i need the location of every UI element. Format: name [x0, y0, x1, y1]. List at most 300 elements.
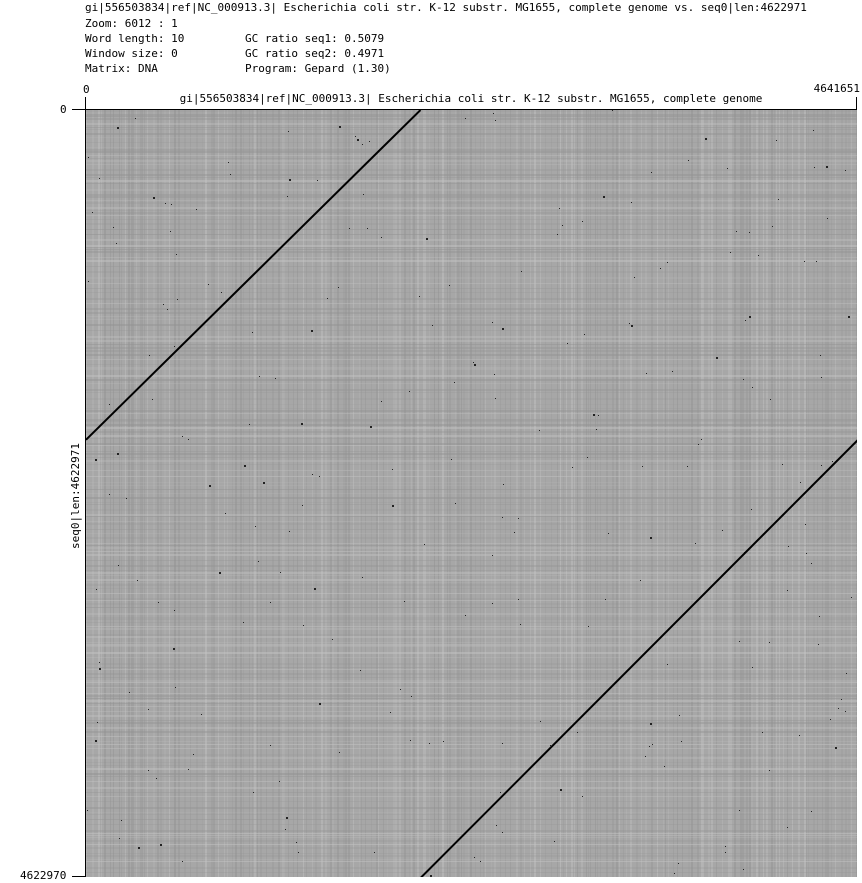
match-speck — [362, 144, 363, 145]
match-speck — [258, 561, 259, 562]
match-speck — [339, 126, 341, 128]
match-speck — [138, 847, 140, 849]
texture-band-horizontal — [86, 283, 857, 284]
match-speck — [521, 271, 522, 272]
match-speck — [327, 298, 328, 299]
match-speck — [430, 875, 432, 877]
y-tick-label-end: 4622970 — [20, 869, 67, 882]
match-speck — [225, 513, 226, 514]
texture-band-horizontal — [86, 200, 857, 201]
match-speck — [730, 252, 731, 253]
match-speck — [390, 712, 391, 713]
texture-band-horizontal — [86, 189, 857, 191]
match-speck — [249, 424, 250, 425]
match-speck — [540, 721, 541, 722]
texture-band-horizontal — [86, 529, 857, 530]
texture-band-horizontal — [86, 801, 857, 802]
match-speck — [778, 199, 779, 200]
match-speck — [818, 644, 819, 645]
texture-band-horizontal — [86, 392, 857, 393]
texture-band-horizontal — [86, 210, 857, 211]
match-speck — [514, 532, 515, 533]
match-speck — [148, 770, 149, 771]
match-speck — [672, 371, 673, 372]
match-speck — [332, 639, 333, 640]
texture-band-horizontal — [86, 588, 857, 589]
match-speck — [640, 580, 641, 581]
match-speck — [369, 141, 370, 142]
texture-band-horizontal — [86, 476, 857, 477]
texture-band-horizontal — [86, 223, 857, 225]
dotplot-svg — [86, 110, 857, 877]
texture-band-horizontal — [86, 579, 857, 581]
match-speck — [319, 703, 321, 705]
match-speck — [800, 482, 801, 483]
match-speck — [830, 719, 831, 720]
match-speck — [474, 364, 476, 366]
texture-band-horizontal — [86, 628, 857, 630]
texture-band-horizontal — [86, 383, 857, 384]
match-speck — [148, 709, 149, 710]
texture-band-horizontal — [86, 350, 857, 352]
match-speck — [727, 168, 728, 169]
match-speck — [288, 131, 289, 132]
match-speck — [312, 474, 313, 475]
match-speck — [629, 323, 630, 324]
texture-band-horizontal — [86, 812, 857, 813]
match-speck — [782, 464, 783, 465]
match-speck — [739, 810, 740, 811]
match-speck — [88, 157, 89, 158]
match-speck — [650, 723, 652, 725]
match-speck — [167, 309, 168, 310]
match-speck — [772, 226, 773, 227]
texture-band-horizontal — [86, 547, 857, 549]
texture-band-horizontal — [86, 174, 857, 176]
match-speck — [821, 465, 822, 466]
texture-band-horizontal — [86, 736, 857, 737]
match-speck — [679, 715, 680, 716]
match-speck — [149, 355, 150, 356]
texture-band-horizontal — [86, 424, 857, 426]
match-speck — [455, 503, 456, 504]
match-speck — [409, 391, 410, 392]
match-speck — [173, 648, 175, 650]
match-speck — [429, 743, 430, 744]
match-speck — [716, 357, 718, 359]
texture-band-horizontal — [86, 667, 857, 668]
texture-band-horizontal — [86, 158, 857, 159]
match-speck — [820, 355, 821, 356]
texture-band-horizontal — [86, 867, 857, 869]
texture-band-horizontal — [86, 298, 857, 300]
match-speck — [221, 292, 222, 293]
match-speck — [426, 238, 428, 240]
match-speck — [357, 139, 359, 141]
match-speck — [667, 262, 668, 263]
match-speck — [539, 430, 540, 431]
texture-band-horizontal — [86, 151, 857, 153]
texture-band-horizontal — [86, 792, 857, 793]
texture-band-horizontal — [86, 389, 857, 391]
match-speck — [410, 740, 411, 741]
texture-band-horizontal — [86, 698, 857, 699]
match-speck — [137, 580, 138, 581]
match-speck — [838, 708, 839, 709]
match-speck — [97, 722, 98, 723]
match-speck — [153, 197, 155, 199]
match-speck — [567, 343, 568, 344]
match-speck — [827, 218, 828, 219]
texture-band-horizontal — [86, 257, 857, 258]
texture-band-horizontal — [86, 497, 857, 499]
texture-band-horizontal — [86, 194, 857, 196]
texture-band-horizontal — [86, 169, 857, 171]
match-speck — [301, 423, 303, 425]
match-speck — [219, 572, 221, 574]
match-speck — [117, 453, 119, 455]
texture-band-horizontal — [86, 754, 857, 756]
match-speck — [208, 284, 209, 285]
match-speck — [806, 553, 807, 554]
match-speck — [419, 296, 420, 297]
texture-band-horizontal — [86, 807, 857, 809]
texture-band-horizontal — [86, 835, 857, 836]
match-speck — [201, 714, 202, 715]
texture-band-horizontal — [86, 722, 857, 724]
texture-band-horizontal — [86, 572, 857, 574]
match-speck — [298, 852, 299, 853]
match-speck — [317, 180, 318, 181]
match-speck — [270, 602, 271, 603]
texture-band-horizontal — [86, 271, 857, 273]
match-speck — [404, 601, 405, 602]
texture-band-horizontal — [86, 125, 857, 126]
match-speck — [176, 254, 177, 255]
texture-band-horizontal — [86, 196, 857, 198]
match-speck — [660, 268, 661, 269]
match-speck — [687, 466, 688, 467]
texture-band-horizontal — [86, 634, 857, 636]
match-speck — [374, 852, 375, 853]
match-speck — [95, 459, 97, 461]
match-speck — [392, 505, 394, 507]
texture-band-horizontal — [86, 421, 857, 422]
match-speck — [769, 770, 770, 771]
texture-band-horizontal — [86, 110, 857, 112]
texture-band-horizontal — [86, 319, 857, 320]
texture-band-horizontal — [86, 584, 857, 586]
match-speck — [701, 439, 702, 440]
texture-band-horizontal — [86, 292, 857, 293]
match-speck — [360, 670, 361, 671]
texture-band-horizontal — [86, 234, 857, 235]
match-speck — [99, 178, 100, 179]
texture-band-horizontal — [86, 183, 857, 184]
match-speck — [698, 444, 699, 445]
texture-band-horizontal — [86, 215, 857, 216]
texture-band-horizontal — [86, 453, 857, 455]
match-speck — [650, 537, 652, 539]
texture-band-horizontal — [86, 485, 857, 486]
x-tick-label-end: 4641651 — [813, 82, 860, 95]
match-speck — [230, 174, 231, 175]
match-speck — [129, 692, 130, 693]
match-speck — [174, 610, 175, 611]
match-speck — [769, 642, 770, 643]
texture-band-horizontal — [86, 229, 857, 230]
texture-band-horizontal — [86, 212, 857, 214]
match-speck — [314, 588, 316, 590]
match-speck — [816, 261, 817, 262]
texture-band-horizontal — [86, 239, 857, 241]
match-speck — [163, 304, 164, 305]
texture-band-horizontal — [86, 344, 857, 345]
texture-band-horizontal — [86, 330, 857, 331]
match-speck — [787, 827, 788, 828]
texture-band-horizontal — [86, 347, 857, 349]
texture-band-horizontal — [86, 202, 857, 204]
texture-band-horizontal — [86, 398, 857, 400]
match-speck — [502, 743, 503, 744]
texture-band-horizontal — [86, 116, 857, 117]
match-speck — [554, 841, 555, 842]
texture-band-horizontal — [86, 727, 857, 729]
window-size-label: Window size: 0 — [85, 47, 178, 60]
match-speck — [848, 316, 850, 318]
texture-band-horizontal — [86, 700, 857, 702]
match-speck — [751, 509, 752, 510]
match-speck — [681, 741, 682, 742]
texture-band-horizontal — [86, 451, 857, 452]
match-speck — [495, 398, 496, 399]
match-speck — [743, 869, 744, 870]
match-speck — [608, 533, 609, 534]
texture-band-horizontal — [86, 677, 857, 678]
dotplot-area — [85, 109, 857, 877]
texture-band-horizontal — [86, 164, 857, 165]
match-speck — [752, 387, 753, 388]
texture-band-horizontal — [86, 369, 857, 370]
texture-band-horizontal — [86, 127, 857, 128]
match-speck — [209, 485, 211, 487]
y-tick-mark-end — [72, 876, 85, 877]
texture-band-horizontal — [86, 303, 857, 304]
match-speck — [182, 861, 183, 862]
match-speck — [502, 328, 504, 330]
texture-band-horizontal — [86, 762, 857, 763]
texture-band-horizontal — [86, 575, 857, 576]
texture-band-horizontal — [86, 773, 857, 775]
texture-band-horizontal — [86, 565, 857, 567]
match-speck — [645, 756, 646, 757]
texture-band-horizontal — [86, 379, 857, 381]
gc-ratio-seq2-label: GC ratio seq2: 0.4971 — [245, 47, 385, 60]
match-speck — [502, 517, 503, 518]
texture-band-horizontal — [86, 687, 857, 688]
match-speck — [631, 202, 632, 203]
texture-band-horizontal — [86, 419, 857, 421]
texture-band-horizontal — [86, 340, 857, 342]
texture-band-horizontal — [86, 129, 857, 130]
texture-band-horizontal — [86, 720, 857, 721]
match-speck — [119, 838, 120, 839]
texture-band-horizontal — [86, 114, 857, 116]
x-tick-mark-end — [856, 97, 857, 109]
match-speck — [493, 113, 494, 114]
match-speck — [603, 196, 605, 198]
match-speck — [196, 209, 197, 210]
match-speck — [339, 752, 340, 753]
texture-band-horizontal — [86, 543, 857, 544]
texture-band-horizontal — [86, 359, 857, 360]
match-speck — [788, 546, 789, 547]
match-speck — [175, 687, 176, 688]
texture-band-horizontal — [86, 133, 857, 135]
texture-band-horizontal — [86, 155, 857, 156]
texture-band-horizontal — [86, 312, 857, 314]
texture-band-horizontal — [86, 669, 857, 670]
match-speck — [492, 322, 493, 323]
texture-band-horizontal — [86, 872, 857, 873]
texture-band-horizontal — [86, 757, 857, 759]
texture-band-horizontal — [86, 336, 857, 338]
texture-band-horizontal — [86, 137, 857, 138]
match-speck — [559, 208, 560, 209]
match-speck — [688, 160, 689, 161]
texture-band-horizontal — [86, 147, 857, 148]
match-speck — [177, 299, 178, 300]
match-speck — [355, 136, 356, 137]
texture-band-horizontal — [86, 367, 857, 369]
texture-band-horizontal — [86, 636, 857, 638]
program-label: Program: Gepard (1.30) — [245, 62, 391, 75]
match-speck — [182, 436, 183, 437]
texture-band-horizontal — [86, 277, 857, 279]
match-speck — [678, 863, 679, 864]
texture-band-horizontal — [86, 460, 857, 462]
texture-band-horizontal — [86, 308, 857, 310]
match-speck — [465, 118, 466, 119]
texture-band-horizontal — [86, 748, 857, 749]
match-speck — [596, 429, 597, 430]
match-speck — [286, 817, 288, 819]
match-speck — [494, 374, 495, 375]
match-speck — [587, 457, 588, 458]
match-speck — [705, 138, 707, 140]
texture-band-horizontal — [86, 613, 857, 615]
match-speck — [285, 829, 286, 830]
texture-band-horizontal — [86, 657, 857, 658]
texture-band-horizontal — [86, 617, 857, 619]
texture-band-horizontal — [86, 523, 857, 525]
texture-band-horizontal — [86, 781, 857, 782]
texture-band-horizontal — [86, 435, 857, 437]
match-speck — [289, 179, 291, 181]
match-speck — [228, 162, 229, 163]
texture-band-horizontal — [86, 560, 857, 561]
texture-band-horizontal — [86, 706, 857, 707]
texture-band-horizontal — [86, 516, 857, 517]
match-speck — [518, 518, 519, 519]
texture-band-horizontal — [86, 431, 857, 433]
match-speck — [88, 281, 89, 282]
match-speck — [631, 325, 633, 327]
match-speck — [465, 615, 466, 616]
match-speck — [174, 346, 175, 347]
match-speck — [392, 469, 393, 470]
texture-band-horizontal — [86, 844, 857, 845]
match-speck — [492, 555, 493, 556]
match-speck — [851, 597, 852, 598]
match-speck — [826, 166, 828, 168]
texture-band-horizontal — [86, 622, 857, 623]
texture-band-horizontal — [86, 644, 857, 646]
match-speck — [118, 565, 119, 566]
match-speck — [287, 196, 288, 197]
match-speck — [270, 745, 271, 746]
texture-band-horizontal — [86, 482, 857, 483]
texture-band-horizontal — [86, 607, 857, 608]
match-speck — [480, 861, 481, 862]
match-speck — [451, 459, 452, 460]
texture-band-horizontal — [86, 731, 857, 733]
match-speck — [588, 626, 589, 627]
match-speck — [160, 844, 162, 846]
match-speck — [725, 852, 726, 853]
texture-band-horizontal — [86, 375, 857, 377]
texture-band-horizontal — [86, 493, 857, 494]
texture-band-horizontal — [86, 685, 857, 687]
match-speck — [845, 711, 846, 712]
texture-band-horizontal — [86, 551, 857, 552]
match-speck — [664, 766, 665, 767]
texture-band-horizontal — [86, 715, 857, 717]
match-speck — [454, 382, 455, 383]
match-speck — [370, 426, 372, 428]
match-speck — [424, 544, 425, 545]
match-speck — [813, 130, 814, 131]
texture-band-horizontal — [86, 682, 857, 683]
texture-band-horizontal — [86, 404, 857, 405]
match-speck — [193, 754, 194, 755]
match-speck — [799, 735, 800, 736]
match-speck — [116, 243, 117, 244]
match-speck — [819, 616, 820, 617]
match-speck — [135, 118, 136, 119]
x-tick-mark-start — [85, 97, 86, 109]
match-speck — [87, 810, 88, 811]
match-speck — [646, 373, 647, 374]
texture-band-horizontal — [86, 663, 857, 665]
match-speck — [244, 465, 246, 467]
match-speck — [109, 404, 110, 405]
match-speck — [171, 204, 172, 205]
match-speck — [263, 482, 265, 484]
match-speck — [117, 127, 119, 129]
texture-band-horizontal — [86, 123, 857, 125]
match-speck — [338, 287, 339, 288]
texture-band-horizontal — [86, 833, 857, 834]
match-speck — [503, 484, 504, 485]
match-speck — [121, 820, 122, 821]
texture-band-horizontal — [86, 457, 857, 458]
texture-band-horizontal — [86, 819, 857, 820]
texture-band-horizontal — [86, 408, 857, 409]
match-speck — [99, 668, 101, 670]
gc-ratio-seq1-label: GC ratio seq1: 0.5079 — [245, 32, 385, 45]
texture-band-horizontal — [86, 509, 857, 511]
